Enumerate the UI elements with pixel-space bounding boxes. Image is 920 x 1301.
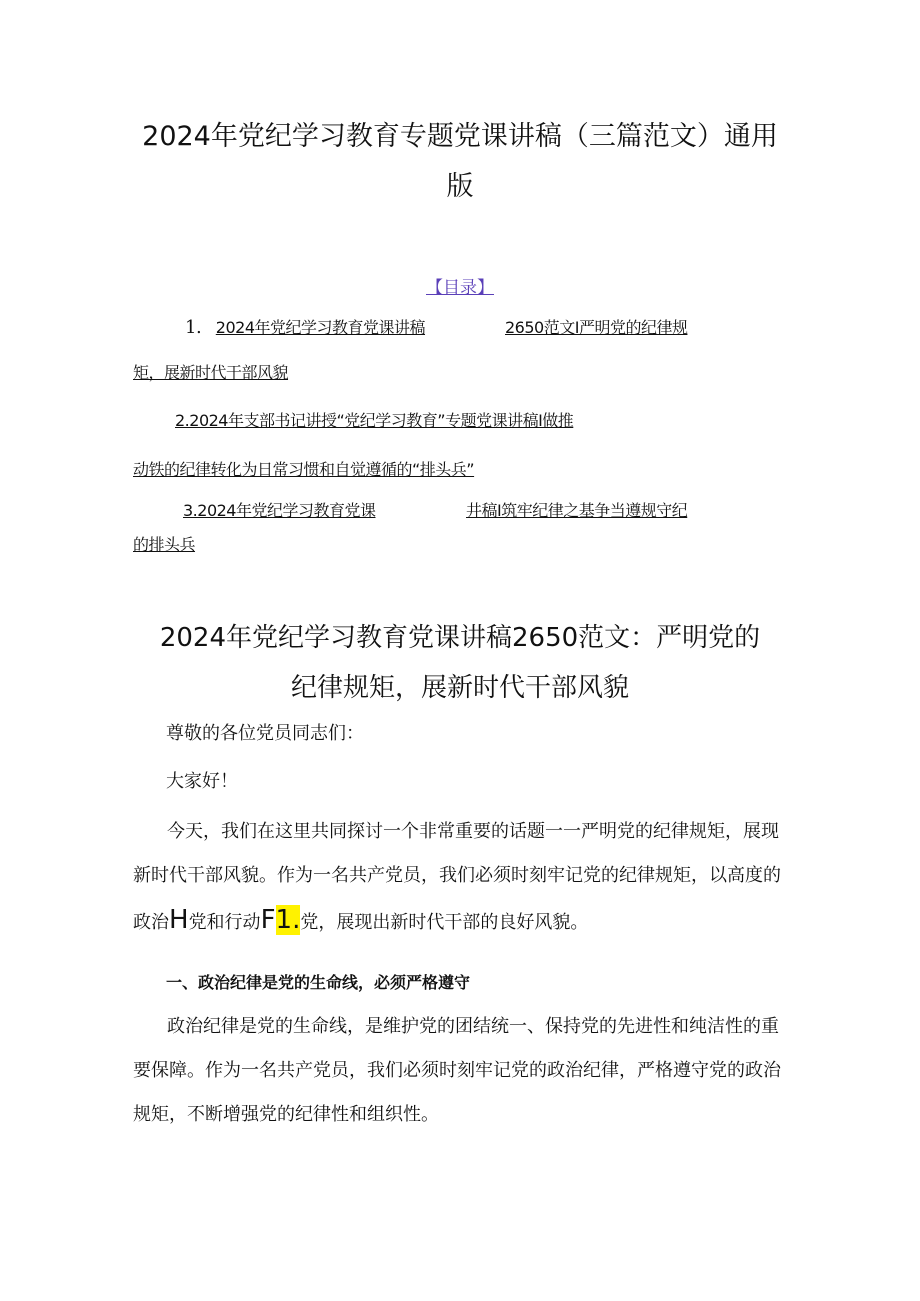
- article-heading-line-1: 2024年党纪学习教育党课讲稿2650范文：严明党的: [159, 623, 761, 653]
- paragraph-1-text-b: 党和行动: [188, 912, 261, 933]
- hello: 大家好！: [166, 771, 238, 792]
- paragraph-1-text-c: 党，展现出新时代干部的良好风貌。: [300, 912, 589, 933]
- ocr-glyph-f: F: [260, 905, 276, 935]
- document-title: [80, 112, 840, 212]
- toc-item-3-title-a[interactable]: 3.2024年党纪学习教育党课: [183, 501, 376, 520]
- paragraph-2: 政治纪律是党的生命线，是维护党的团结统一、保持党的先进性和纯洁性的重要保障。作为一名共产党员，我们必须时刻牢记党的政治纪律，严格遵守党的政治规矩，不断增强党的纪律性和组织性。: [133, 1016, 781, 1125]
- toc-heading[interactable]: 【目录】: [426, 278, 494, 298]
- toc-item-1-continuation[interactable]: 矩，展新时代干部风貌: [133, 363, 289, 382]
- toc-item-1-title-a[interactable]: 2024年党纪学习教育党课讲稿: [215, 318, 426, 337]
- toc-item-1-number: 1.: [185, 317, 202, 338]
- toc-item-3-title-b[interactable]: 井稿I筑牢纪律之基争当遵规守纪: [466, 501, 688, 520]
- greeting: 尊敬的各位党员同志们：: [166, 723, 364, 744]
- toc-item-2[interactable]: 2.2024年支部书记讲授“党纪学习教育”专题党课讲稿I做推: [175, 411, 574, 430]
- toc-item-1[interactable]: [185, 315, 425, 338]
- toc-item-2-continuation[interactable]: 动铁的纪律转化为日常习惯和自觉遵循的“排头兵”: [133, 460, 475, 479]
- toc-item-3-continuation[interactable]: 的排头兵: [133, 535, 196, 554]
- section-heading-1: 一、政治纪律是党的生命线，必须严格遵守: [166, 973, 471, 992]
- ocr-glyph-h: H: [169, 905, 189, 935]
- highlighted-glyph: 1.: [275, 905, 301, 935]
- toc-item-1-title-b[interactable]: 2650范文I严明党的纪律规: [505, 318, 688, 337]
- paragraph-1: [133, 810, 793, 945]
- article-heading: [80, 613, 840, 713]
- paragraph-1-text-a: 今天，我们在这里共同探讨一个非常重要的话题一一严明党的纪律规矩，展现新时代干部风貌。作为一名共产党员，我们必须时刻牢记党的纪律规矩，以高度的政治: [133, 821, 781, 933]
- title-line-1: 2024年党纪学习教育专题党课讲稿（三篇范文）通用: [142, 121, 778, 152]
- article-heading-line-2: 纪律规矩，展新时代干部风貌: [290, 673, 629, 703]
- title-line-2: 版: [446, 171, 474, 202]
